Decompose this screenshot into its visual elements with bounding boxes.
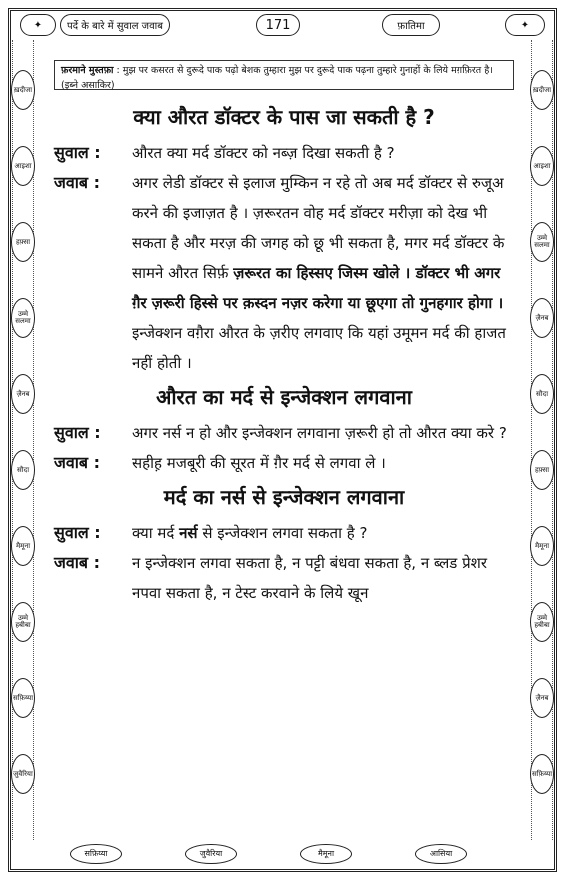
- farmaan-source: (इब्ने असाकिर): [61, 80, 115, 91]
- border-name-oval: हफ़्सा: [530, 450, 554, 490]
- question-1: [54, 138, 514, 168]
- border-name-oval: ज़ैनब: [530, 298, 554, 338]
- answer-text-part: अगर लेडी डॉक्टर से इलाज मुम्किन न रहे तो अब मर्द डॉक्टर से रुजूअ करने की इजाज़त है । ज़रूरतन वोह मर्द डॉक्टर मरीज़ा को देख भी सकता है और मरज़ की जगह को छू भी सकता है, मगर मर्द डॉक्टर के सामने औरत सिर्फ़: [132, 174, 505, 282]
- answer-label: जवाब :: [54, 453, 101, 472]
- question-3: [54, 518, 514, 548]
- question-text-bold: नर्स: [179, 524, 198, 542]
- border-name-oval: सफ़िय्या: [11, 678, 35, 718]
- question-label: सुवाल :: [54, 523, 101, 542]
- border-name-oval: ज़ैनब: [530, 678, 554, 718]
- question-label: सुवाल :: [54, 423, 101, 442]
- question-text-part: क्या मर्द: [132, 524, 175, 542]
- border-name-oval: मैमूना: [300, 844, 352, 864]
- border-name-oval: मैमूना: [530, 526, 554, 566]
- section-heading-3: मर्द का नर्स से इन्जेक्शन लगवाना: [163, 485, 405, 509]
- border-name-oval: ज़ैनब: [11, 374, 35, 414]
- answer-1: [54, 168, 514, 378]
- answer-text-bold: ज़रूरत का हिस्सए जिस्म खोले । डॉक्टर भी अगर ग़ैर ज़रूरी हिस्से पर क़स्दन नज़र करेगा या छूएगा तो गुनहगार होगा ।: [132, 264, 504, 312]
- answer-text-part-2: इन्जेक्शन वग़ैरा औरत के ज़रीए लगवाए कि यहां उमूमन मर्द की हाजत नहीं होती ।: [132, 324, 506, 372]
- answer-text: सहीह़ मजबूरी की सूरत में ग़ैर मर्द से लगवा ले ।: [132, 454, 386, 472]
- page-content: [54, 60, 514, 608]
- answer-3: [54, 548, 514, 608]
- border-name-oval: हफ़्सा: [11, 222, 35, 262]
- border-name-oval: जुवैरिया: [185, 844, 237, 864]
- answer-label: जवाब :: [54, 553, 101, 572]
- border-name-oval: आसिया: [415, 844, 467, 864]
- border-name-oval: उम्मे सलमा: [530, 222, 554, 262]
- border-name-oval: सौदा: [11, 450, 35, 490]
- question-text: औरत क्या मर्द डॉक्टर को नब्ज़ दिखा सकती है ?: [132, 144, 395, 162]
- border-name-oval: सौदा: [530, 374, 554, 414]
- answer-2: [54, 448, 514, 478]
- border-name-oval: उम्मे सलमा: [11, 298, 35, 338]
- border-name-oval: आइशा: [11, 146, 35, 186]
- bottom-border-ornament: [0, 844, 565, 866]
- corner-seal-top-right: ✦: [505, 14, 545, 36]
- question-2: [54, 418, 514, 448]
- question-label: सुवाल :: [54, 143, 101, 162]
- corner-seal-top-left: ✦: [20, 14, 56, 36]
- answer-text: [132, 168, 514, 378]
- header-left-title: पर्दे के बारे में सुवाल जवाब: [60, 14, 170, 36]
- border-name-oval: मैमूना: [11, 526, 35, 566]
- border-name-oval: उम्मे हबीबा: [11, 602, 35, 642]
- border-name-oval: उम्मे हबीबा: [530, 602, 554, 642]
- border-name-oval: आइशा: [530, 146, 554, 186]
- farmaan-label: फ़रमाने मुस्तफ़ा: [61, 65, 114, 76]
- section-heading-2: औरत का मर्द से इन्जेक्शन लगवाना: [156, 385, 412, 409]
- question-text: [132, 518, 514, 548]
- farmaan-box: [54, 60, 514, 90]
- header-right-name: फ़ातिमा: [382, 14, 440, 36]
- border-name-oval: सफ़िय्या: [530, 754, 554, 794]
- farmaan-text: : मुझ पर कसरत से दुरूदे पाक पढ़ो बेशक तुम्हारा मुझ पर दुरूदे पाक पढ़ना तुम्हारे गुनाहों के लिये मग़फ़िरत है।: [116, 65, 493, 76]
- section-heading-1: क्या औरत डॉक्टर के पास जा सकती है ?: [133, 105, 435, 129]
- border-name-oval: जुवैरिया: [11, 754, 35, 794]
- border-name-oval: ख़दीजा: [11, 70, 35, 110]
- border-name-oval: सफ़िय्या: [70, 844, 122, 864]
- page-number: 171: [256, 14, 300, 36]
- answer-label: जवाब :: [54, 173, 101, 192]
- question-text: अगर नर्स न हो और इन्जेक्शन लगवाना ज़रूरी हो तो औरत क्या करे ?: [132, 424, 507, 442]
- answer-text: न इन्जेक्शन लगवा सकता है, न पट्टी बंधवा सकता है, न ब्लड प्रेशर नपवा सकता है, न टेस्ट करवाने के लिये खून: [132, 554, 487, 602]
- question-text-part-2: से इन्जेक्शन लगवा सकता है ?: [202, 524, 368, 542]
- border-name-oval: ख़दीजा: [530, 70, 554, 110]
